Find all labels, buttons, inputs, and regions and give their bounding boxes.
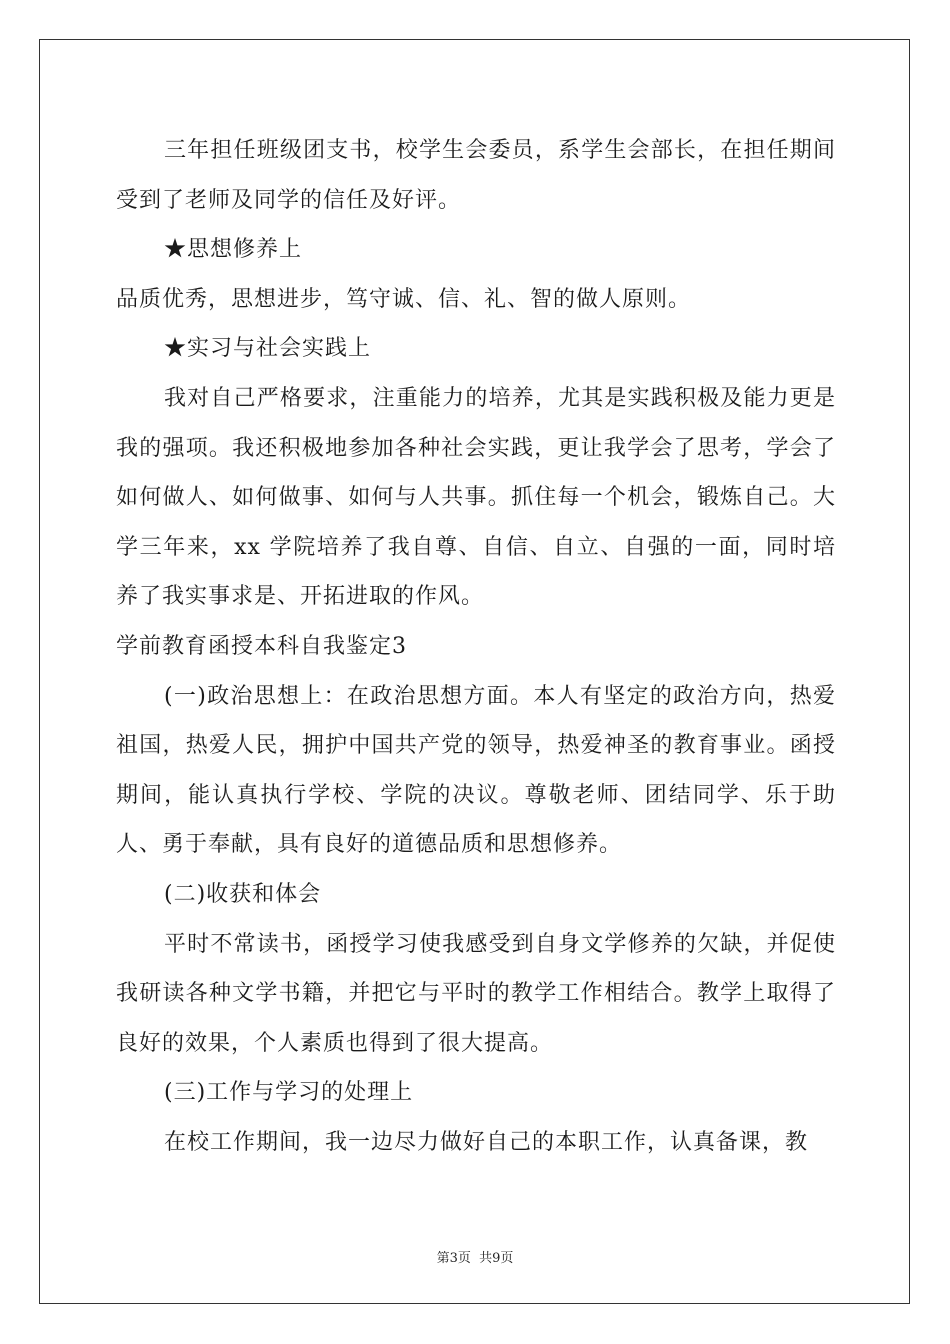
page-footer <box>0 1247 950 1266</box>
section-heading: ★思想修养上 <box>164 237 303 263</box>
document-body <box>116 126 836 1167</box>
section-heading: (二)收获和体会 <box>164 881 322 907</box>
page-total: 共9页 <box>479 1251 514 1266</box>
paragraph: 在校工作期间，我一边尽力做好自己的本职工作，认真备课，教 <box>164 1129 809 1155</box>
paragraph: 平时不常读书，函授学习使我感受到自身文学修养的欠缺，并促使我研读各种文学书籍，并把它与平时的教学工作相结合。教学上取得了良好的效果，个人素质也得到了很大提高。 <box>116 931 836 1056</box>
section-heading: ★实习与社会实践上 <box>164 336 372 362</box>
paragraph: 我对自己严格要求，注重能力的培养，尤其是实践积极及能力更是我的强项。我还积极地参加各种社会实践，更让我学会了思考，学会了如何做人、如何做事、如何与人共事。抓住每一个机会，锻炼自己。大学三年来，xx 学院培养了我自尊、自信、自立、自强的一面，同时培养了我实事求是、开拓进取的作风。 <box>116 385 836 610</box>
page-number: 第3页 <box>436 1251 471 1266</box>
paragraph: 三年担任班级团支书，校学生会委员，系学生会部长，在担任期间受到了老师及同学的信任及好评。 <box>116 138 836 213</box>
paragraph: (一)政治思想上：在政治思想方面。本人有坚定的政治方向，热爱祖国，热爱人民，拥护中国共产党的领导，热爱神圣的教育事业。函授期间，能认真执行学校、学院的决议。尊敬老师、团结同学、乐于助人、勇于奉献，具有良好的道德品质和思想修养。 <box>116 683 836 858</box>
paragraph: 品质优秀，思想进步，笃守诚、信、礼、智的做人原则。 <box>116 286 692 312</box>
document-title: 学前教育函授本科自我鉴定3 <box>116 633 407 659</box>
section-heading: (三)工作与学习的处理上 <box>164 1080 414 1106</box>
